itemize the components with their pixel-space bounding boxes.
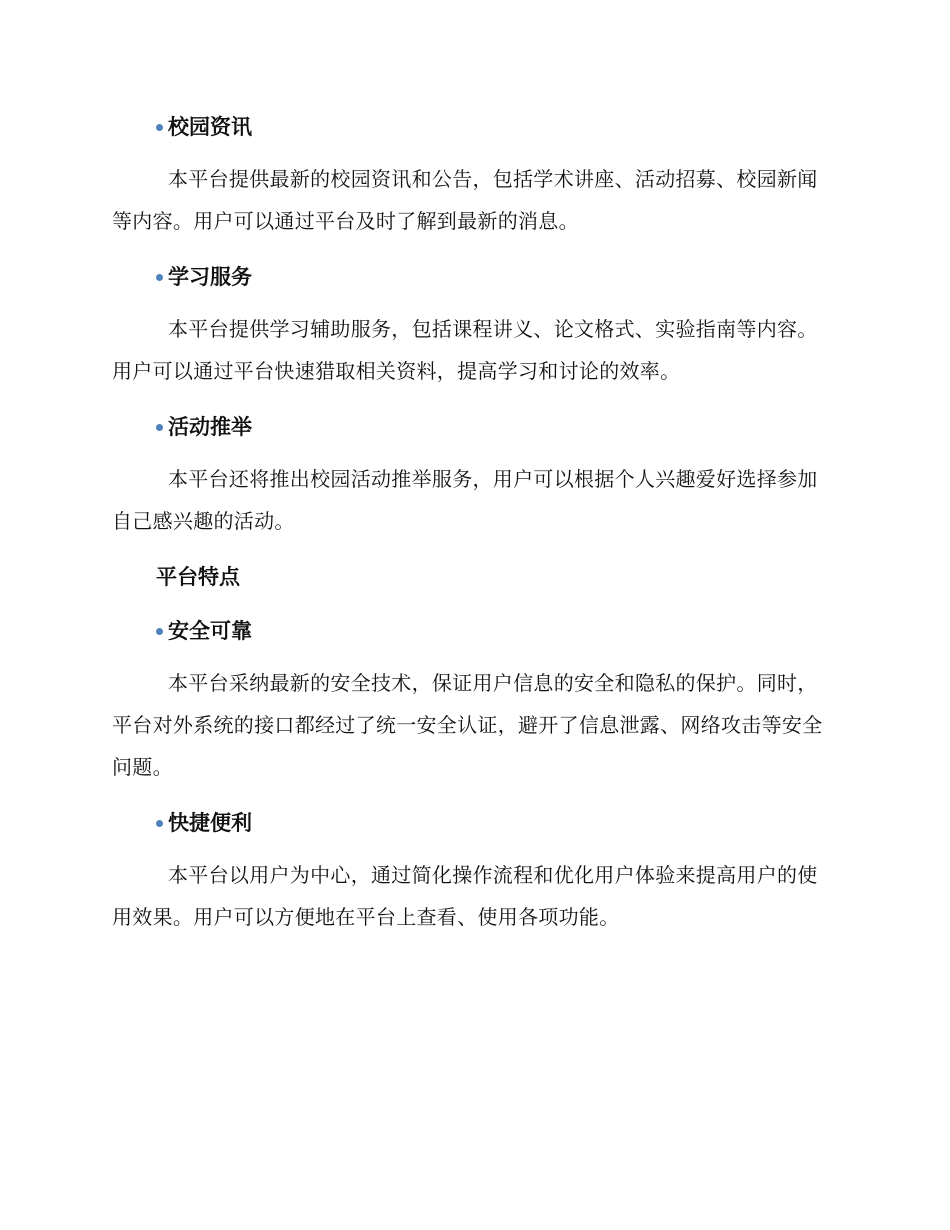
features-heading: 平台特点 — [156, 565, 240, 589]
bullet-icon — [156, 628, 163, 635]
section-title: 活动推举 — [168, 415, 252, 439]
feature-heading-secure — [156, 612, 832, 650]
section-title: 校园资讯 — [168, 115, 252, 139]
section-heading-study-service — [156, 258, 832, 296]
section-paragraph: 本平台提供学习辅助服务，包括课程讲义、论文格式、实验指南等内容。用户可以通过平台快速猎取相关资料，提高学习和讨论的效率。 — [112, 317, 818, 383]
bullet-icon — [156, 274, 163, 281]
section-paragraph: 本平台提供最新的校园资讯和公告，包括学术讲座、活动招募、校园新闻等内容。用户可以通过平台及时了解到最新的消息。 — [112, 167, 818, 233]
section-title: 学习服务 — [168, 265, 252, 289]
document-page — [112, 108, 832, 954]
feature-title: 快捷便利 — [168, 811, 252, 835]
feature-heading-convenient — [156, 804, 832, 842]
section-heading-campus-news — [156, 108, 832, 146]
section-heading-activity-recommend — [156, 408, 832, 446]
section-paragraph: 本平台还将推出校园活动推举服务，用户可以根据个人兴趣爱好选择参加自己感兴趣的活动。 — [112, 467, 818, 533]
bullet-icon — [156, 424, 163, 431]
bullet-icon — [156, 820, 163, 827]
feature-paragraph: 本平台采纳最新的安全技术，保证用户信息的安全和隐私的保护。同时，平台对外系统的接口都经过了统一安全认证，避开了信息泄露、网络攻击等安全问题。 — [112, 671, 823, 779]
feature-paragraph: 本平台以用户为中心，通过简化操作流程和优化用户体验来提高用户的使用效果。用户可以方便地在平台上查看、使用各项功能。 — [112, 863, 818, 929]
bullet-icon — [156, 124, 163, 131]
feature-title: 安全可靠 — [168, 619, 252, 643]
